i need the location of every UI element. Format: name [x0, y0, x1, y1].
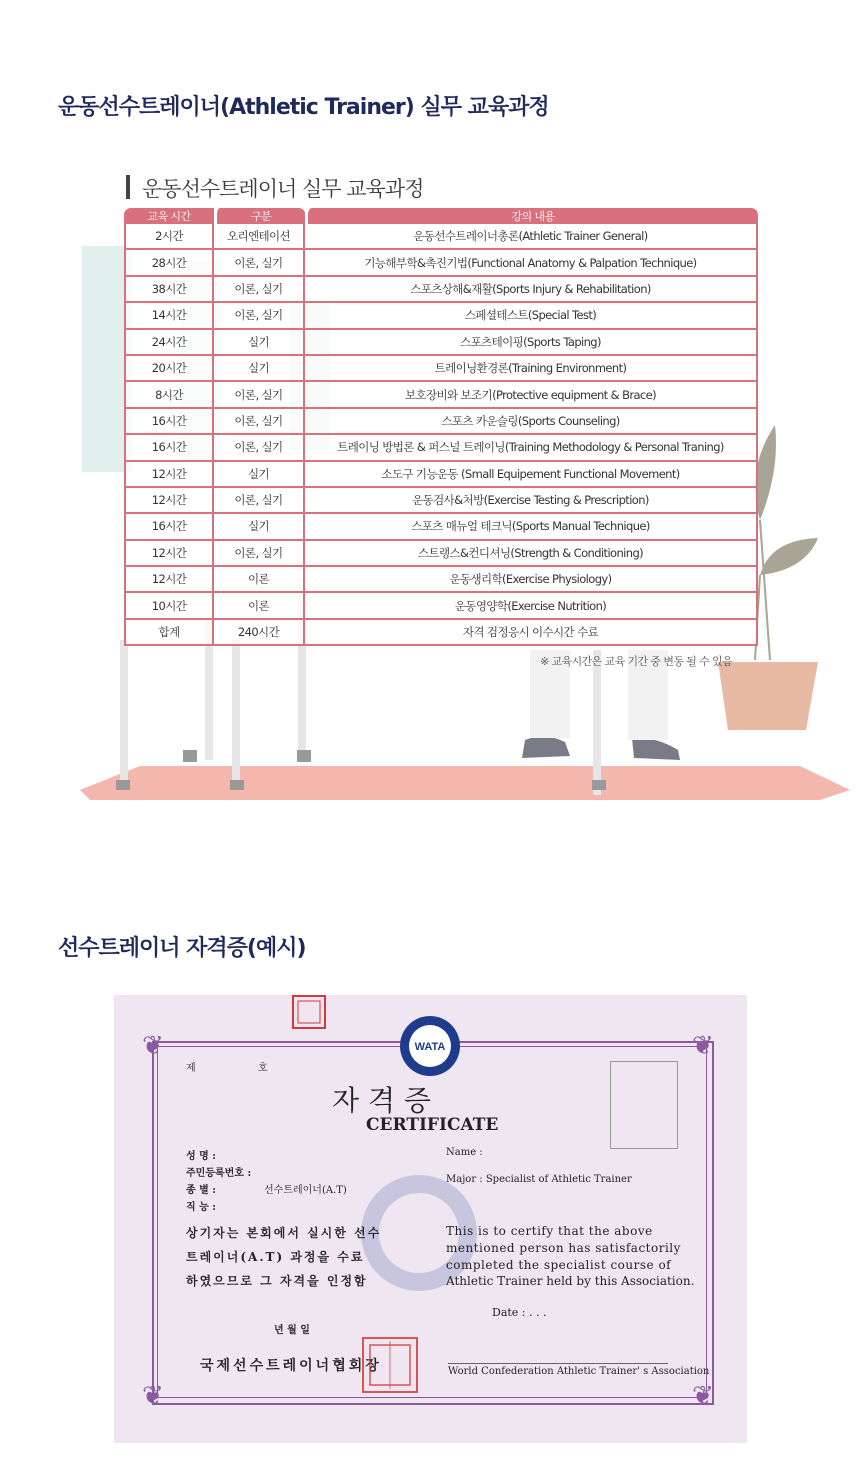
cert-skill-label: 직 능 : [186, 1202, 216, 1213]
cert-body-en-3: completed the specialist course of [446, 1258, 672, 1272]
cell-hours: 12시간 [124, 462, 214, 488]
cell-content: 소도구 기능운동 (Small Equipement Functional Movement) [305, 462, 758, 488]
table-title: 운동선수트레이너 실무 교육과정 [142, 177, 424, 201]
signature-line [448, 1363, 668, 1364]
cell-type: 이론, 실기 [214, 250, 305, 276]
cell-type: 이론 [214, 593, 305, 619]
cell-hours: 12시간 [124, 567, 214, 593]
cell-content: 스포츠상해&재활(Sports Injury & Rehabilitation) [305, 277, 758, 303]
cert-body-ko-1: 상기자는 본회에서 실시한 선수 [186, 1226, 382, 1240]
cert-issuer-ko: 국제선수트레이너협회장 [200, 1358, 382, 1374]
cell-hours: 12시간 [124, 488, 214, 514]
cell-content: 트레이닝환경론(Training Environment) [305, 356, 758, 382]
cert-type-label: 종 별 : [186, 1185, 216, 1196]
cert-body-en-1: This is to certify that the above [446, 1224, 653, 1238]
cell-hours: 10시간 [124, 593, 214, 619]
table-row [124, 382, 758, 408]
cell-content: 보호장비와 보조기(Protective equipment & Brace) [305, 382, 758, 408]
header-content: 강의 내용 [305, 208, 758, 224]
cell-total-label: 합계 [124, 620, 214, 646]
cell-total-hours: 240시간 [214, 620, 305, 646]
cell-content: 기능해부학&촉진기법(Functional Anatomy & Palpation Technique) [305, 250, 758, 276]
cell-hours: 16시간 [124, 409, 214, 435]
table-row [124, 593, 758, 619]
section-title-curriculum: 운동선수트레이너(Athletic Trainer) 실무 교육과정 [58, 95, 549, 120]
cell-type: 이론, 실기 [214, 488, 305, 514]
cell-hours: 14시간 [124, 303, 214, 329]
cell-type: 이론 [214, 567, 305, 593]
cell-type: 실기 [214, 356, 305, 382]
cert-body-ko-3: 하였으므로 그 자격을 인정함 [186, 1274, 368, 1288]
corner-ornament-icon: ❦ [692, 1381, 714, 1411]
cell-content: 스포츠테이핑(Sports Taping) [305, 330, 758, 356]
cell-hours: 24시간 [124, 330, 214, 356]
cert-title-en: CERTIFICATE [366, 1115, 499, 1135]
cert-type-value: 선수트레이너(A.T) [264, 1185, 347, 1196]
cell-content: 운동영양학(Exercise Nutrition) [305, 593, 758, 619]
cell-hours: 16시간 [124, 514, 214, 540]
cert-date-en: Date : . . . [492, 1306, 547, 1319]
table-footnote: ※ 교육시간은 교육 기간 중 변동 될 수 있음 [540, 655, 733, 668]
red-seal-icon [292, 995, 326, 1029]
cert-number-label-1: 제 [186, 1063, 196, 1074]
table-total-row [124, 620, 758, 646]
cert-date-ko: 년 월 일 [274, 1325, 310, 1336]
table-row [124, 303, 758, 329]
cell-hours: 20시간 [124, 356, 214, 382]
curriculum-table [124, 208, 758, 646]
table-header-row [124, 208, 758, 224]
table-row [124, 488, 758, 514]
cell-content: 운동검사&처방(Exercise Testing & Prescription) [305, 488, 758, 514]
cert-number-label-2: 호 [258, 1063, 268, 1074]
table-row [124, 514, 758, 540]
section-title-certificate: 선수트레이너 자격증(예시) [58, 936, 306, 961]
table-row [124, 409, 758, 435]
cell-type: 실기 [214, 514, 305, 540]
cert-name-en-label: Name : [446, 1147, 483, 1158]
corner-ornament-icon: ❦ [692, 1031, 714, 1061]
cell-hours: 28시간 [124, 250, 214, 276]
cell-hours: 38시간 [124, 277, 214, 303]
photo-placeholder [610, 1061, 678, 1149]
table-row [124, 330, 758, 356]
cell-type: 이론, 실기 [214, 409, 305, 435]
cell-content: 스포츠 카운슬링(Sports Counseling) [305, 409, 758, 435]
cell-content: 트레이닝 방법론 & 퍼스널 트레이닝(Training Methodology & Personal Traning) [305, 435, 758, 461]
cell-type: 이론, 실기 [214, 277, 305, 303]
table-row [124, 462, 758, 488]
cell-type: 실기 [214, 330, 305, 356]
cell-content: 스포츠 매뉴얼 테크닉(Sports Manual Technique) [305, 514, 758, 540]
corner-ornament-icon: ❦ [142, 1031, 164, 1061]
corner-ornament-icon: ❦ [142, 1381, 164, 1411]
cell-type: 실기 [214, 462, 305, 488]
table-row [124, 541, 758, 567]
header-hours: 교육 시간 [124, 208, 214, 224]
cell-content: 운동선수트레이너총론(Athletic Trainer General) [305, 224, 758, 250]
cell-hours: 8시간 [124, 382, 214, 408]
cell-type: 이론, 실기 [214, 541, 305, 567]
logo-text: WATA [414, 1041, 446, 1053]
table-row [124, 435, 758, 461]
cell-content: 스트랭스&컨디셔닝(Strength & Conditioning) [305, 541, 758, 567]
cell-content: 운동생리학(Exercise Physiology) [305, 567, 758, 593]
wata-logo-icon [399, 1015, 461, 1077]
cert-body-en-4: Athletic Trainer held by this Association. [446, 1274, 695, 1288]
cert-id-label: 주민등록번호 : [186, 1168, 252, 1179]
cert-body-en-2: mentioned person has satisfactorily [446, 1241, 681, 1255]
cell-type: 이론, 실기 [214, 382, 305, 408]
cell-type: 이론, 실기 [214, 303, 305, 329]
cert-body-ko-2: 트레이너(A.T) 과정을 수료 [186, 1250, 365, 1264]
cell-type: 이론, 실기 [214, 435, 305, 461]
header-type: 구분 [214, 208, 305, 224]
cert-name-label: 성 명 : [186, 1151, 216, 1162]
table-row [124, 224, 758, 250]
cell-total-content: 자격 검정응시 이수시간 수료 [305, 620, 758, 646]
issuer-red-seal-icon [362, 1337, 418, 1393]
cert-issuer-en: World Confederation Athletic Trainer' s Association [448, 1366, 710, 1377]
cell-type: 오리엔테이션 [214, 224, 305, 250]
table-row [124, 250, 758, 276]
table-row [124, 567, 758, 593]
cell-hours: 16시간 [124, 435, 214, 461]
table-row [124, 277, 758, 303]
title-bar-decoration [126, 175, 130, 199]
table-row [124, 356, 758, 382]
cell-hours: 2시간 [124, 224, 214, 250]
certificate-sample [114, 995, 747, 1443]
cell-content: 스페셜테스트(Special Test) [305, 303, 758, 329]
cell-hours: 12시간 [124, 541, 214, 567]
cert-major-en: Major : Specialist of Athletic Trainer [446, 1174, 632, 1185]
cert-title-ko: 자 격 증 [332, 1084, 431, 1117]
